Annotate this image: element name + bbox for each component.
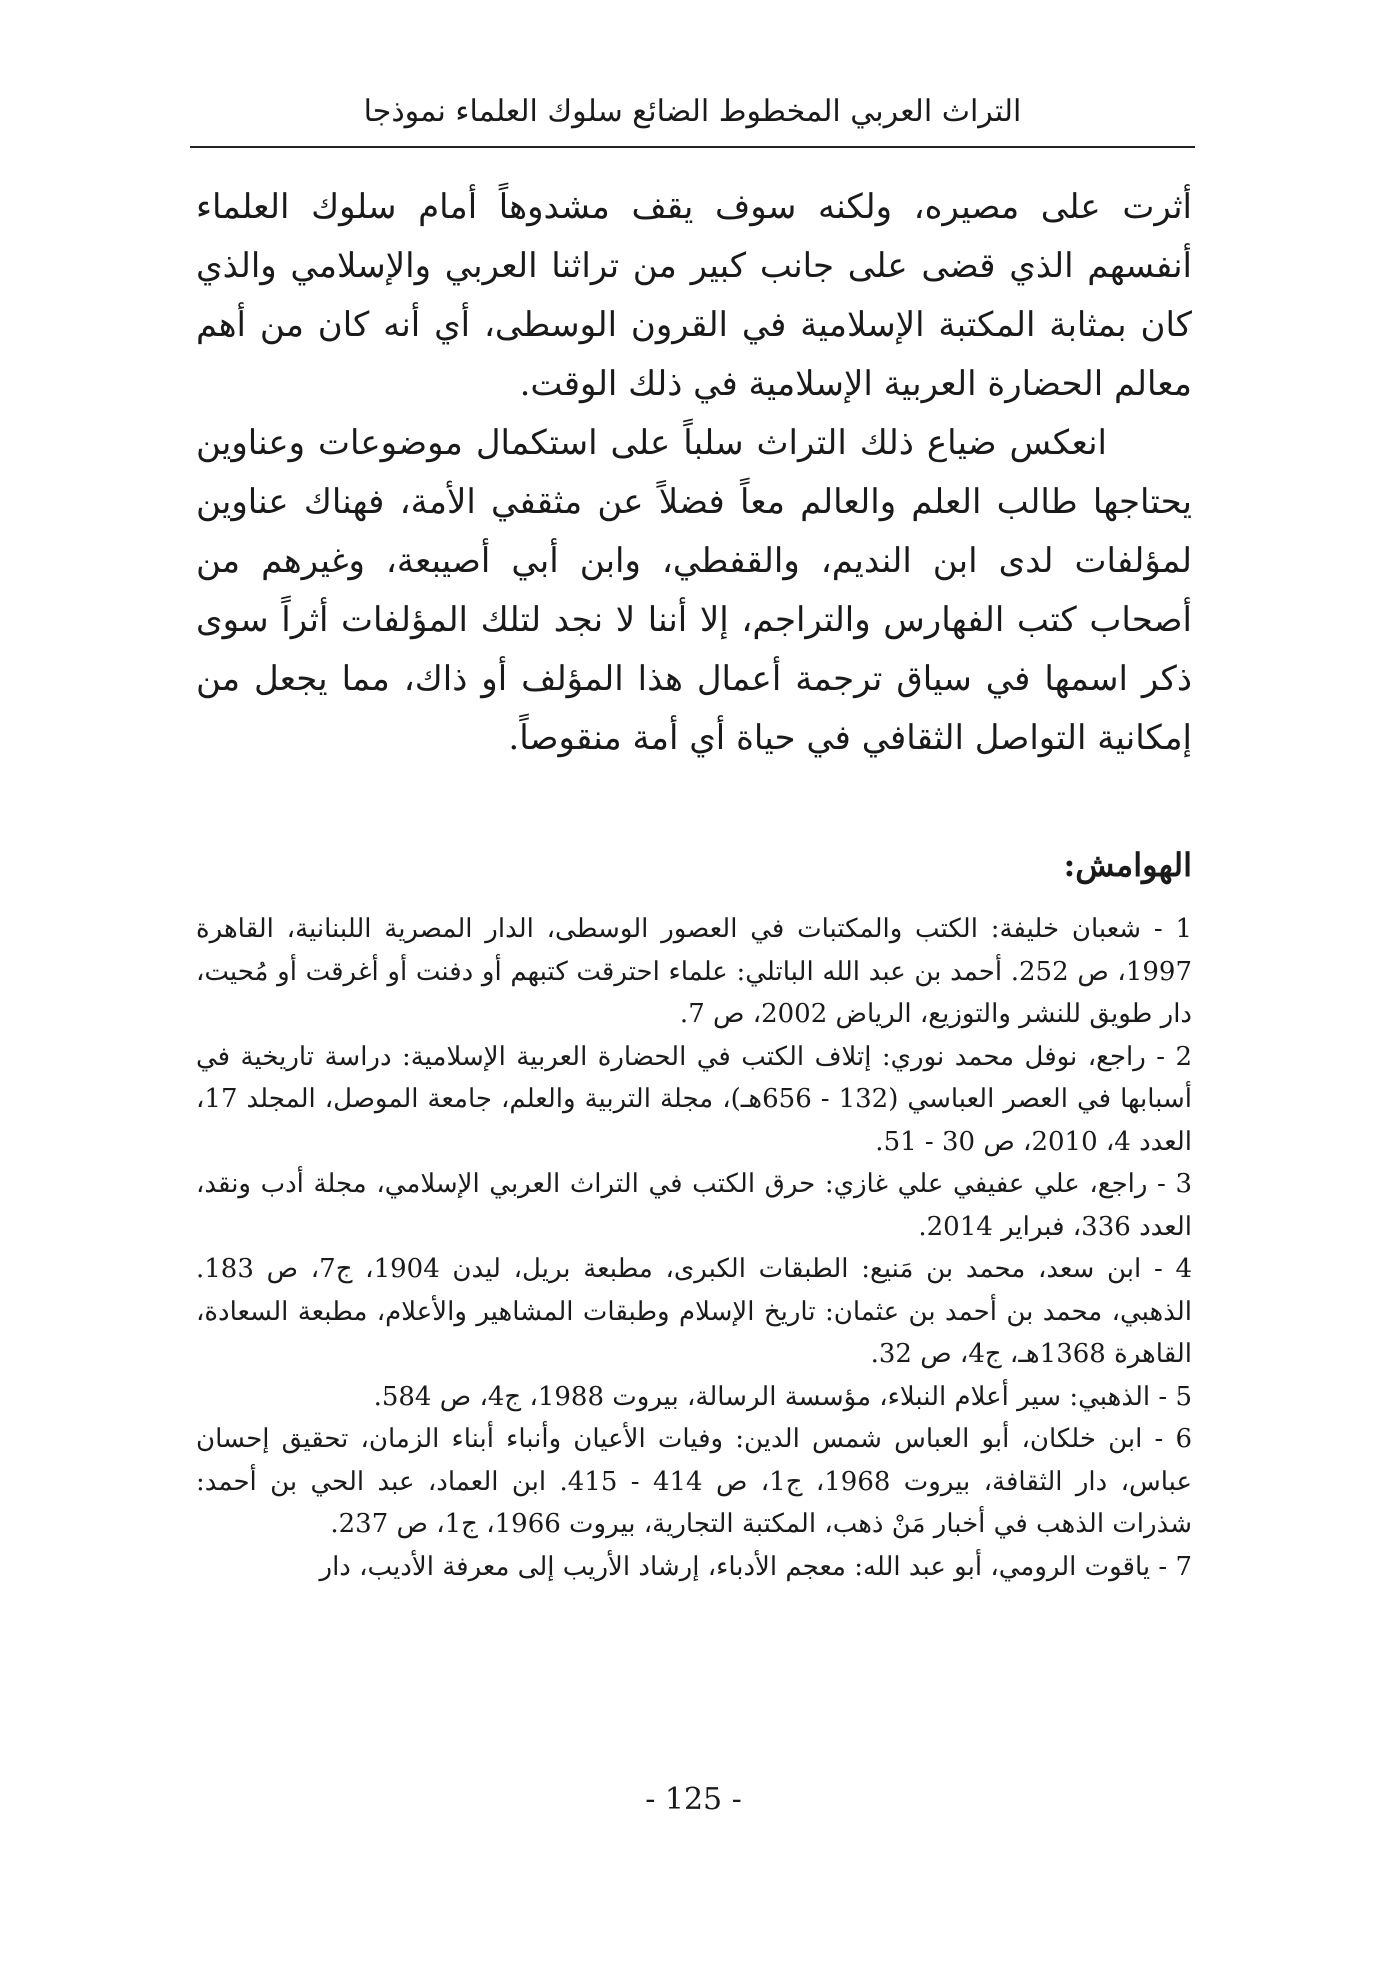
footnote-item: 6 - ابن خلكان، أبو العباس شمس الدين: وفيات الأعيان وأنباء أبناء الزمان، تحقيق إحسان عباس، دار الثقافة، بيروت 1968، ج1، ص 414 - 415. ابن العماد، عبد الحي بن أحمد: شذرات الذهب في أخبار مَنْ ذهب، المكتبة التجارية، بيروت 1966، ج1، ص 237. xyxy=(196,1424,1192,1539)
footnote-item: 3 - راجع، علي عفيفي علي غازي: حرق الكتب في التراث العربي الإسلامي، مجلة أدب ونقد، العدد 336، فبراير 2014. xyxy=(196,1169,1192,1242)
body-paragraph: أثرت على مصيره، ولكنه سوف يقف مشدوهاً أمام سلوك العلماء أنفسهم الذي قضى على جانب كبير من تراثنا العربي والإسلامي والذي كان بمثابة المكتبة الإسلامية في القرون الوسطى، أي أنه كان من أهم معالم الحضارة العربية الإسلامية في ذلك الوقت. xyxy=(196,187,1193,404)
body-text xyxy=(196,178,1192,768)
header-divider xyxy=(190,146,1195,148)
footnote-item: 4 - ابن سعد، محمد بن مَنيع: الطبقات الكبرى، مطبعة بريل، ليدن 1904، ج7، ص 183. الذهبي، محمد بن أحمد بن عثمان: تاريخ الإسلام وطبقات المشاهير والأعلام، مطبعة السعادة، القاهرة 1368هـ، ج4، ص 32. xyxy=(196,1254,1192,1369)
footnotes-heading: الهوامش: xyxy=(1063,846,1192,884)
footnote-item: 2 - راجع، نوفل محمد نوري: إتلاف الكتب في الحضارة العربية الإسلامية: دراسة تاريخية في أسبابها في العصر العباسي (132 - 656هـ)، مجلة التربية والعلم، جامعة الموصل، المجلد 17، العدد 4، 2010، ص 30 - 51. xyxy=(196,1041,1192,1157)
page-number: - 125 - xyxy=(645,1782,742,1817)
body-paragraph: انعكس ضياع ذلك التراث سلباً على استكمال موضوعات وعناوين يحتاجها طالب العلم والعالم معاً فضلاً عن مثقفي الأمة، فهناك عناوين لمؤلفات لدى ابن النديم، والقفطي، وابن أبي أصيبعة، وغيرهم من أصحاب كتب الفهارس والتراجم، إلا أننا لا نجد لتلك المؤلفات أثراً سوى ذكر اسمها في سياق ترجمة أعمال هذا المؤلف أو ذاك، مما يجعل من إمكانية التواصل الثقافي في حياة أي أمة منقوصاً. xyxy=(196,423,1192,758)
footnote-item: 5 - الذهبي: سير أعلام النبلاء، مؤسسة الرسالة، بيروت 1988، ج4، ص 584. xyxy=(373,1381,1192,1412)
running-header: التراث العربي المخطوط الضائع سلوك العلماء نموذجا xyxy=(363,94,1022,129)
footnote-item: 1 - شعبان خليفة: الكتب والمكتبات في العصور الوسطى، الدار المصرية اللبنانية، القاهرة 1997، ص 252. أحمد بن عبد الله الباتلي: علماء احترقت كتبهم أو دفنت أو أغرقت أو مُحيت، دار طويق للنشر والتوزيع، الرياض 2002، ص 7. xyxy=(196,914,1192,1029)
footnote-item: 7 - ياقوت الرومي، أبو عبد الله: معجم الأدباء، إرشاد الأريب إلى معرفة الأديب، دار xyxy=(319,1551,1192,1582)
footnotes-list xyxy=(196,908,1192,1588)
